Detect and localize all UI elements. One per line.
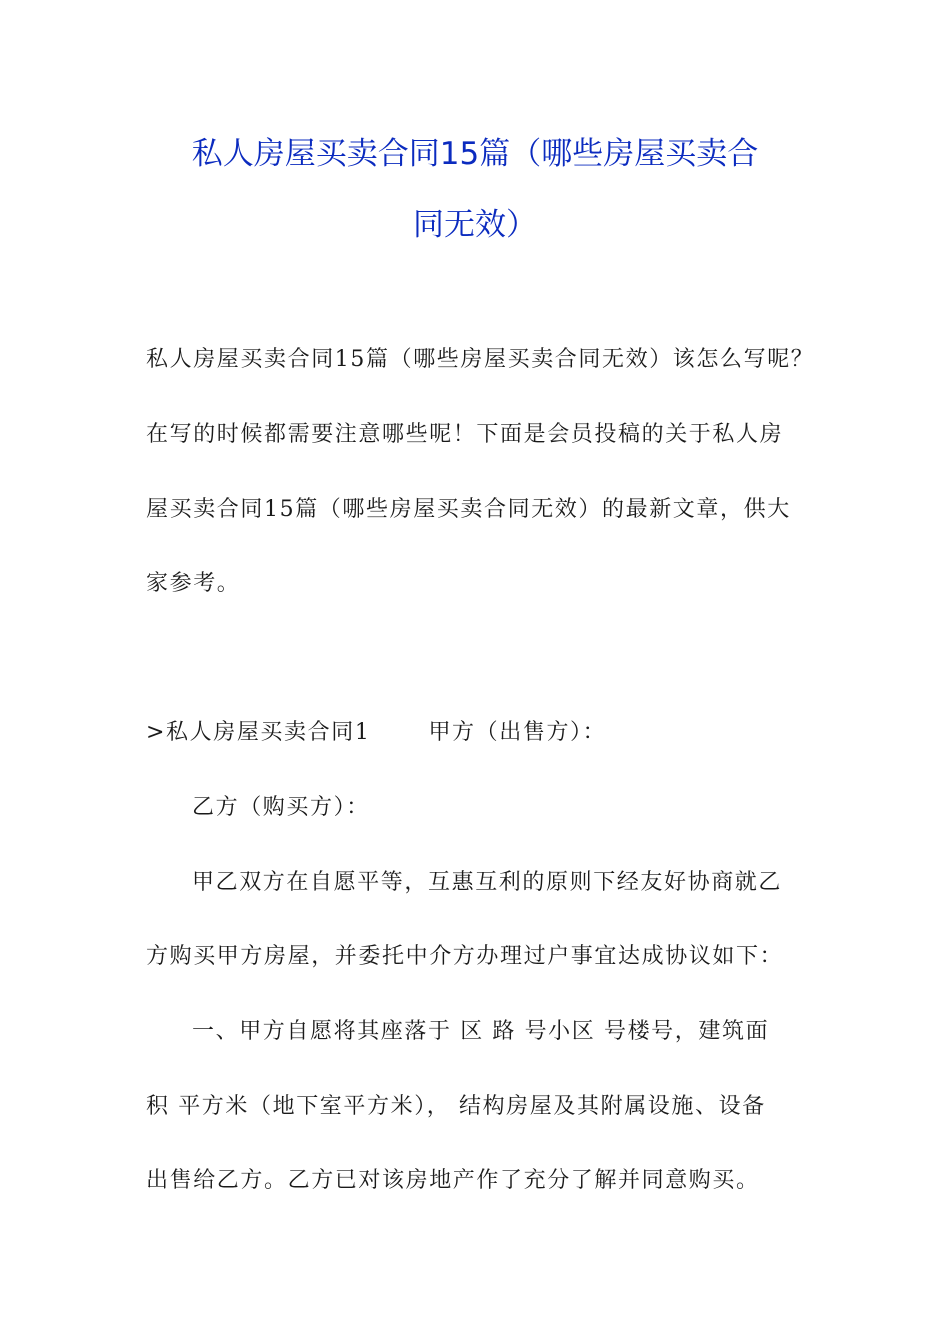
party-a-label: 甲方（出售方）： — [428, 720, 607, 745]
document-title-line-1: 私人房屋买卖合同15篇（哪些房屋买卖合 — [191, 136, 759, 172]
document-title-line-2: 同无效） — [413, 207, 537, 243]
contract-heading-row — [146, 718, 606, 748]
paragraph-2-line-3: 出售给乙方。乙方已对该房地产作了充分了解并同意购买。 — [146, 1168, 760, 1193]
paragraph-1-line-1: 甲乙双方在自愿平等，互惠互利的原则下经友好协商就乙 — [192, 870, 783, 895]
paragraph-1-line-2: 方购买甲方房屋，并委托中介方办理过户事宜达成协议如下： — [146, 944, 784, 969]
intro-line-4: 家参考。 — [146, 571, 241, 596]
intro-line-2: 在写的时候都需要注意哪些呢！下面是会员投稿的关于私人房 — [146, 422, 784, 447]
intro-line-3: 屋买卖合同15篇（哪些房屋买卖合同无效）的最新文章，供大 — [146, 497, 791, 522]
contract-heading: >私人房屋买卖合同1 — [146, 720, 371, 745]
paragraph-2-line-2: 积 平方米（地下室平方米）， 结构房屋及其附属设施、设备 — [146, 1094, 766, 1119]
party-b-label: 乙方（购买方）： — [192, 795, 370, 820]
intro-line-1: 私人房屋买卖合同15篇（哪些房屋买卖合同无效）该怎么写呢？ — [146, 347, 815, 372]
paragraph-2-line-1: 一、甲方自愿将其座落于 区 路 号小区 号楼号，建筑面 — [192, 1019, 770, 1044]
